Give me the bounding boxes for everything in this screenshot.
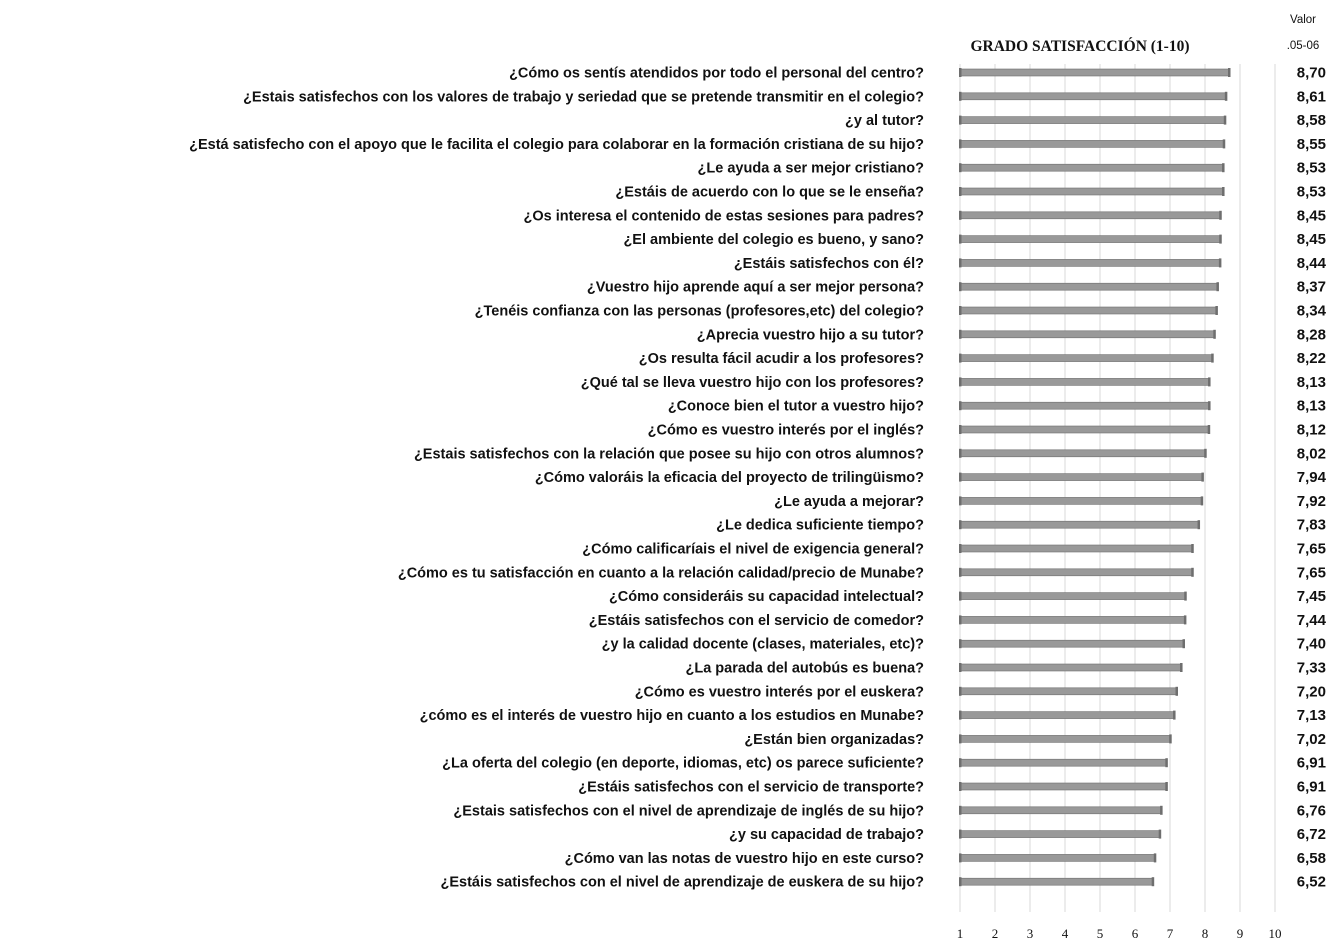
- question-label: ¿Tenéis confianza con las personas (profesores,etc) del colegio?: [474, 303, 924, 320]
- bar: [960, 236, 1221, 243]
- question-label: ¿Conoce bien el tutor a vuestro hijo?: [667, 398, 924, 415]
- bar-start-cap: [959, 425, 962, 434]
- bar-start-cap: [959, 663, 962, 672]
- bar: [960, 569, 1193, 576]
- bar: [960, 69, 1230, 76]
- bar: [960, 664, 1182, 671]
- bar-end-cap: [1154, 853, 1157, 862]
- bar-start-cap: [959, 68, 962, 77]
- bar-start-cap: [959, 711, 962, 720]
- value-column-header-line2: .05-06: [1286, 40, 1320, 52]
- bar-end-cap: [1225, 92, 1228, 101]
- bars: [959, 68, 1231, 886]
- value-label: 8,45: [1296, 207, 1326, 225]
- bar-end-cap: [1191, 544, 1194, 553]
- bar-start-cap: [959, 782, 962, 791]
- bar: [960, 331, 1215, 338]
- bar-end-cap: [1208, 377, 1211, 386]
- question-label: ¿Estais satisfechos con el nivel de aprendizaje de inglés de su hijo?: [453, 803, 924, 820]
- bar-start-cap: [959, 473, 962, 482]
- value-label: 7,83: [1296, 516, 1326, 534]
- value-label: 8,13: [1296, 373, 1326, 391]
- bar-end-cap: [1208, 425, 1211, 434]
- question-label: ¿Estáis satisfechos con él?: [733, 255, 924, 272]
- bar-end-cap: [1228, 68, 1231, 77]
- bar: [960, 545, 1193, 552]
- question-label: ¿Estáis de acuerdo con lo que se le enseña?: [615, 184, 924, 201]
- bar-start-cap: [959, 282, 962, 291]
- bar-start-cap: [959, 592, 962, 601]
- value-label: 7,13: [1296, 707, 1326, 725]
- bar-start-cap: [959, 830, 962, 839]
- bar-end-cap: [1152, 877, 1155, 886]
- question-label: ¿Estais satisfechos con la relación que posee su hijo con otros alumnos?: [413, 446, 924, 463]
- bar-start-cap: [959, 877, 962, 886]
- question-labels: [189, 66, 924, 891]
- value-label: 8,02: [1296, 445, 1326, 463]
- bar-end-cap: [1223, 139, 1226, 148]
- bar-start-cap: [959, 92, 962, 101]
- value-label: 6,91: [1296, 754, 1326, 772]
- bar: [960, 307, 1217, 314]
- bar: [960, 164, 1224, 171]
- bar-end-cap: [1201, 473, 1204, 482]
- x-tick-label: 3: [1026, 926, 1034, 941]
- bar: [960, 378, 1210, 385]
- question-label: ¿Le ayuda a ser mejor cristiano?: [697, 160, 924, 177]
- chart-title: GRADO SATISFACCIÓN (1-10): [970, 38, 1190, 55]
- value-label: 6,52: [1296, 873, 1326, 891]
- value-label: 8,70: [1296, 64, 1326, 82]
- bar: [960, 402, 1210, 409]
- bar: [960, 854, 1155, 861]
- bar-end-cap: [1204, 449, 1207, 458]
- question-label: ¿Cómo os sentís atendidos por todo el personal del centro?: [509, 65, 924, 82]
- bar: [960, 735, 1171, 742]
- bar-end-cap: [1213, 330, 1216, 339]
- value-label: 8,12: [1296, 421, 1326, 439]
- bar-end-cap: [1184, 615, 1187, 624]
- x-tick-label: 2: [991, 926, 999, 941]
- bar-start-cap: [959, 116, 962, 125]
- value-label: 7,65: [1296, 540, 1326, 558]
- value-label: 8,45: [1296, 231, 1326, 249]
- question-label: ¿Están bien organizadas?: [744, 731, 924, 748]
- question-label: ¿Cómo van las notas de vuestro hijo en este curso?: [564, 850, 924, 867]
- question-label: ¿Cómo valoráis la eficacia del proyecto de trilingüismo?: [534, 470, 924, 487]
- x-tick-label: 1: [956, 926, 964, 941]
- bar: [960, 521, 1199, 528]
- value-column-header-line1: Valor: [1290, 14, 1316, 26]
- value-label: 7,44: [1296, 611, 1326, 629]
- question-label: ¿Le ayuda a mejorar?: [774, 493, 924, 510]
- bar: [960, 93, 1226, 100]
- bar-end-cap: [1183, 639, 1186, 648]
- bar-end-cap: [1160, 806, 1163, 815]
- bar-start-cap: [959, 687, 962, 696]
- bar: [960, 426, 1209, 433]
- bar-start-cap: [959, 449, 962, 458]
- bar-start-cap: [959, 520, 962, 529]
- value-label: 7,20: [1296, 683, 1326, 701]
- bar-start-cap: [959, 258, 962, 267]
- x-axis-ticks: [957, 926, 1282, 941]
- bar: [960, 616, 1185, 623]
- bar-end-cap: [1219, 258, 1222, 267]
- question-label: ¿Vuestro hijo aprende aquí a ser mejor persona?: [586, 279, 924, 296]
- bar-end-cap: [1211, 354, 1214, 363]
- bar-start-cap: [959, 354, 962, 363]
- x-tick-label: 6: [1131, 926, 1139, 941]
- bar: [960, 188, 1224, 195]
- question-label: ¿Os interesa el contenido de estas sesiones para padres?: [523, 208, 924, 225]
- question-label: ¿Cómo consideráis su capacidad intelectual?: [608, 589, 924, 606]
- bar: [960, 117, 1225, 124]
- bar-end-cap: [1184, 592, 1187, 601]
- value-label: 8,22: [1296, 350, 1326, 368]
- value-label: 8,34: [1296, 302, 1326, 320]
- question-label: ¿Cómo calificaríais el nivel de exigencia general?: [582, 541, 924, 558]
- value-label: 6,76: [1296, 802, 1326, 820]
- x-tick-label: 9: [1236, 926, 1244, 941]
- bar-start-cap: [959, 306, 962, 315]
- bar-end-cap: [1222, 163, 1225, 172]
- value-label: 6,58: [1296, 849, 1326, 867]
- question-label: ¿Estáis satisfechos con el servicio de comedor?: [588, 612, 924, 629]
- bar-end-cap: [1219, 211, 1222, 220]
- bar: [960, 688, 1177, 695]
- value-label: 6,91: [1296, 778, 1326, 796]
- bar-start-cap: [959, 496, 962, 505]
- bar-start-cap: [959, 211, 962, 220]
- bar-start-cap: [959, 734, 962, 743]
- bar-start-cap: [959, 544, 962, 553]
- question-label: ¿Está satisfecho con el apoyo que le facilita el colegio para colaborar en la formación cristiana de su hijo?: [189, 136, 924, 153]
- x-tick-label: 8: [1201, 926, 1209, 941]
- value-label: 7,94: [1296, 469, 1326, 487]
- value-label: 8,53: [1296, 183, 1326, 201]
- bar-end-cap: [1216, 282, 1219, 291]
- x-tick-label: 7: [1166, 926, 1174, 941]
- bar-start-cap: [959, 639, 962, 648]
- question-label: ¿La parada del autobús es buena?: [685, 660, 924, 677]
- bar-end-cap: [1165, 758, 1168, 767]
- bar-start-cap: [959, 401, 962, 410]
- question-label: ¿Os resulta fácil acudir a los profesores?: [638, 351, 924, 368]
- value-label: 8,28: [1296, 326, 1326, 344]
- question-label: ¿La oferta del colegio (en deporte, idiomas, etc) os parece suficiente?: [442, 755, 924, 772]
- bar: [960, 140, 1224, 147]
- bar-start-cap: [959, 568, 962, 577]
- bar-end-cap: [1176, 687, 1179, 696]
- bar-start-cap: [959, 139, 962, 148]
- bar-start-cap: [959, 377, 962, 386]
- bar: [960, 831, 1160, 838]
- value-label: 7,02: [1296, 730, 1326, 748]
- question-label: ¿Estáis satisfechos con el servicio de transporte?: [578, 779, 924, 796]
- value-label: 7,92: [1296, 492, 1326, 510]
- bar: [960, 640, 1184, 647]
- bar-end-cap: [1219, 235, 1222, 244]
- bar-end-cap: [1222, 187, 1225, 196]
- bar: [960, 212, 1221, 219]
- bar: [960, 807, 1162, 814]
- x-tick-label: 10: [1268, 926, 1282, 941]
- bar-start-cap: [959, 330, 962, 339]
- bar: [960, 355, 1213, 362]
- bar-start-cap: [959, 758, 962, 767]
- value-label: 8,55: [1296, 135, 1326, 153]
- bar: [960, 712, 1175, 719]
- bar-end-cap: [1165, 782, 1168, 791]
- value-label: 7,33: [1296, 659, 1326, 677]
- value-label: 8,13: [1296, 397, 1326, 415]
- question-label: ¿cómo es el interés de vuestro hijo en cuanto a los estudios en Munabe?: [419, 708, 924, 725]
- bar-start-cap: [959, 163, 962, 172]
- bar-end-cap: [1215, 306, 1218, 315]
- bar: [960, 593, 1186, 600]
- question-label: ¿y su capacidad de trabajo?: [729, 827, 924, 844]
- bar-start-cap: [959, 615, 962, 624]
- question-label: ¿Cómo es vuestro interés por el inglés?: [647, 422, 924, 439]
- bar-end-cap: [1208, 401, 1211, 410]
- bar-end-cap: [1159, 830, 1162, 839]
- question-label: ¿El ambiente del colegio es bueno, y sano?: [623, 232, 924, 249]
- bar-end-cap: [1173, 711, 1176, 720]
- bar-start-cap: [959, 235, 962, 244]
- bar: [960, 474, 1203, 481]
- question-label: ¿Estáis satisfechos con el nivel de aprendizaje de euskera de su hijo?: [440, 874, 924, 891]
- bar: [960, 783, 1167, 790]
- x-tick-label: 4: [1061, 926, 1069, 941]
- value-label: 8,61: [1296, 88, 1326, 106]
- bar-end-cap: [1201, 496, 1204, 505]
- question-label: ¿Estais satisfechos con los valores de trabajo y seriedad que se pretende transmitir en el colegio?: [243, 89, 924, 106]
- bar-end-cap: [1198, 520, 1201, 529]
- bar: [960, 497, 1202, 504]
- value-label: 6,72: [1296, 826, 1326, 844]
- bar-end-cap: [1169, 734, 1172, 743]
- value-labels: [1297, 65, 1327, 891]
- bar: [960, 259, 1220, 266]
- question-label: ¿Cómo es vuestro interés por el euskera?: [634, 684, 924, 701]
- question-label: ¿y al tutor?: [845, 113, 924, 130]
- question-label: ¿Cómo es tu satisfacción en cuanto a la relación calidad/precio de Munabe?: [397, 565, 924, 582]
- bar-end-cap: [1180, 663, 1183, 672]
- bar-end-cap: [1224, 116, 1227, 125]
- value-label: 8,44: [1296, 254, 1326, 272]
- value-label: 7,40: [1296, 635, 1326, 653]
- value-label: 7,45: [1296, 588, 1326, 606]
- bar: [960, 759, 1167, 766]
- question-label: ¿Qué tal se lleva vuestro hijo con los profesores?: [580, 374, 924, 391]
- bar-start-cap: [959, 853, 962, 862]
- value-label: 8,58: [1296, 112, 1326, 130]
- bar: [960, 450, 1206, 457]
- question-label: ¿Aprecia vuestro hijo a su tutor?: [696, 327, 924, 344]
- bar-end-cap: [1191, 568, 1194, 577]
- bar-start-cap: [959, 187, 962, 196]
- bar: [960, 878, 1153, 885]
- bar-start-cap: [959, 806, 962, 815]
- x-tick-label: 5: [1096, 926, 1104, 941]
- value-label: 8,37: [1296, 278, 1326, 296]
- value-label: 8,53: [1296, 159, 1326, 177]
- bar: [960, 283, 1218, 290]
- question-label: ¿Le dedica suficiente tiempo?: [716, 517, 924, 534]
- question-label: ¿y la calidad docente (clases, materiales, etc)?: [601, 636, 924, 653]
- value-label: 7,65: [1296, 564, 1326, 582]
